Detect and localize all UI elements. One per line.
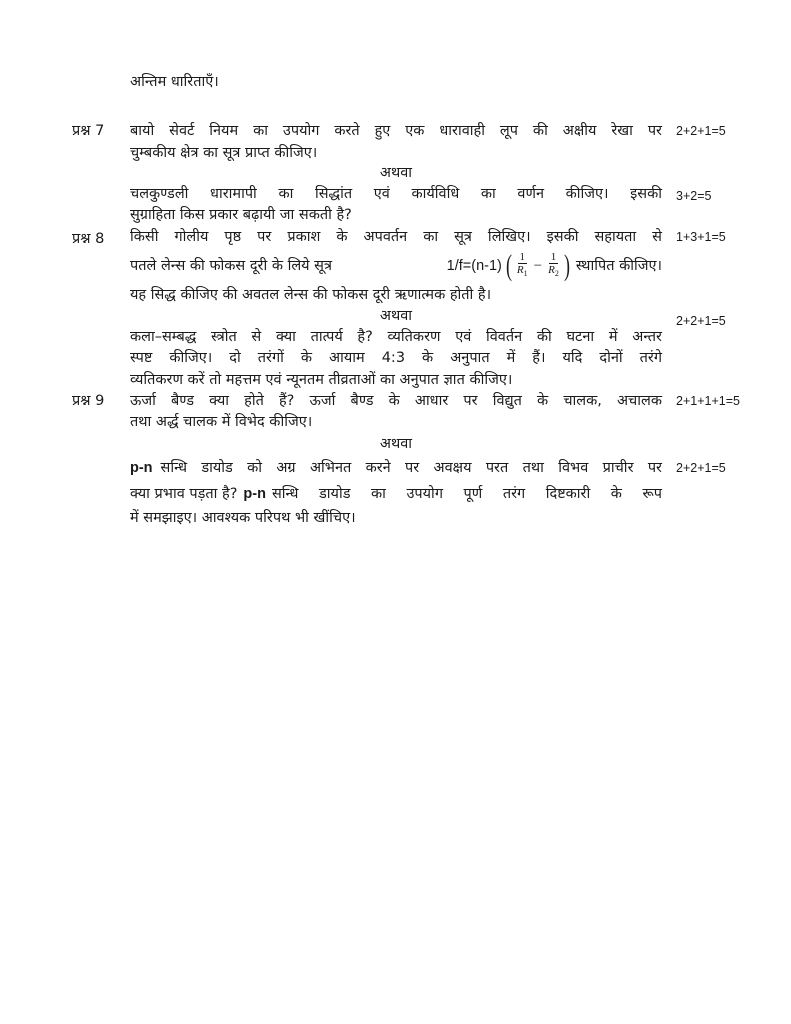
formula-close-paren: )	[563, 249, 570, 282]
fraction-2-subscript: 2	[554, 269, 559, 279]
question-9-alt-line-1-text: सन्धि डायोड को अग्र अभिनत करने पर अवक्षय परत तथा विभव प्राचीर पर	[160, 460, 662, 476]
question-9-or: अथवा	[379, 436, 413, 452]
formula-prefix: 1/f=(n-1)	[446, 258, 502, 274]
fraction-2-numerator: 1	[550, 251, 557, 264]
question-9-alt-line-1	[130, 458, 662, 478]
fraction-1-numerator: 1	[519, 251, 525, 264]
question-9-line-1: ऊर्जा बैण्ड क्या होते हैं? ऊर्जा बैण्ड के आधार पर विद्युत के चालक, अचालक	[130, 393, 662, 409]
fraction-1-denominator	[515, 264, 530, 280]
question-9-alt-line-3: में समझाइए। आवश्यक परिपथ भी खींचिए।	[130, 510, 356, 526]
question-8-or: अथवा	[379, 308, 413, 324]
question-7-label: प्रश्न 7	[72, 123, 105, 139]
question-8-marks: 1+3+1=5	[676, 230, 726, 244]
pn-junction-term: p-n	[130, 460, 153, 476]
question-9-alt-line-2-pre: क्या प्रभाव पड़ता है?	[130, 486, 238, 502]
question-7-line-2: चुम्बकीय क्षेत्र का सूत्र प्राप्त कीजिए।	[130, 145, 318, 161]
previous-answer-tail: अन्तिम धारिताएँ।	[130, 74, 219, 90]
fraction-1-over-r1	[515, 251, 530, 280]
question-9-label: प्रश्न 9	[72, 393, 105, 409]
question-9-marks: 2+1+1+1=5	[676, 394, 740, 408]
question-8-line-2-text: पतले लेन्स की फोकस दूरी के लिये सूत्र	[130, 258, 332, 274]
question-9-alt-marks: 2+2+1=5	[676, 461, 726, 475]
formula-bracket-expression	[504, 251, 572, 281]
question-8-alt-line-1: कला–सम्बद्ध स्त्रोत से क्या तात्पर्य है? व्यतिकरण एवं विवर्तन की घटना में अन्तर	[130, 329, 662, 345]
question-8-line-1: किसी गोलीय पृष्ठ पर प्रकाश के अपवर्तन का सूत्र लिखिए। इसकी सहायता से	[130, 229, 662, 245]
question-7-alt-line-2: सुग्राहिता किस प्रकार बढ़ायी जा सकती है?	[130, 207, 352, 223]
question-8-alt-line-3: व्यतिकरण करें तो महत्तम एवं न्यूनतम तीव्रताओं का अनुपात ज्ञात कीजिए।	[130, 372, 513, 388]
question-7-marks: 2+2+1=5	[676, 124, 726, 138]
formula-minus: −	[533, 258, 543, 274]
fraction-1-denominator-symbol: R	[516, 264, 524, 277]
question-9-line-2: तथा अर्द्ध चालक में विभेद कीजिए।	[130, 414, 313, 430]
question-7-alt-line-1: चलकुण्डली धारामापी का सिद्धांत एवं कार्यविधि का वर्णन कीजिए। इसकी	[130, 186, 662, 202]
fraction-1-over-r2	[546, 251, 561, 280]
question-7-or: अथवा	[379, 165, 413, 181]
question-8-line-3: यह सिद्ध कीजिए की अवतल लेन्स की फोकस दूरी ऋणात्मक होती है।	[130, 287, 492, 303]
fraction-2-denominator	[546, 264, 561, 280]
question-8-alt-line-2: स्पष्ट कीजिए। दो तरंगों के आयाम 4:3 के अनुपात में हैं। यदि दोनों तरंगे	[130, 350, 662, 366]
question-7-line-1: बायो सेवर्ट नियम का उपयोग करते हुए एक धारावाही लूप की अक्षीय रेखा पर	[130, 123, 662, 139]
question-8-alt-marks: 2+2+1=5	[676, 314, 726, 328]
question-9-alt-line-2	[130, 484, 662, 504]
question-8-line-2-end: स्थापित कीजिए।	[575, 258, 662, 274]
formula-open-paren: (	[505, 249, 512, 282]
fraction-1-subscript: 1	[523, 269, 528, 279]
question-8-label: प्रश्न 8	[72, 231, 105, 247]
pn-junction-term-2: p-n	[243, 486, 266, 502]
question-7-alt-marks: 3+2=5	[676, 189, 712, 203]
lens-maker-formula	[447, 251, 662, 281]
fraction-2-denominator-symbol: R	[548, 264, 555, 277]
question-9-alt-line-2-rest: सन्धि डायोड का उपयोग पूर्ण तरंग दिष्टकारी के रूप	[271, 486, 662, 502]
question-8-line-2	[130, 251, 662, 281]
